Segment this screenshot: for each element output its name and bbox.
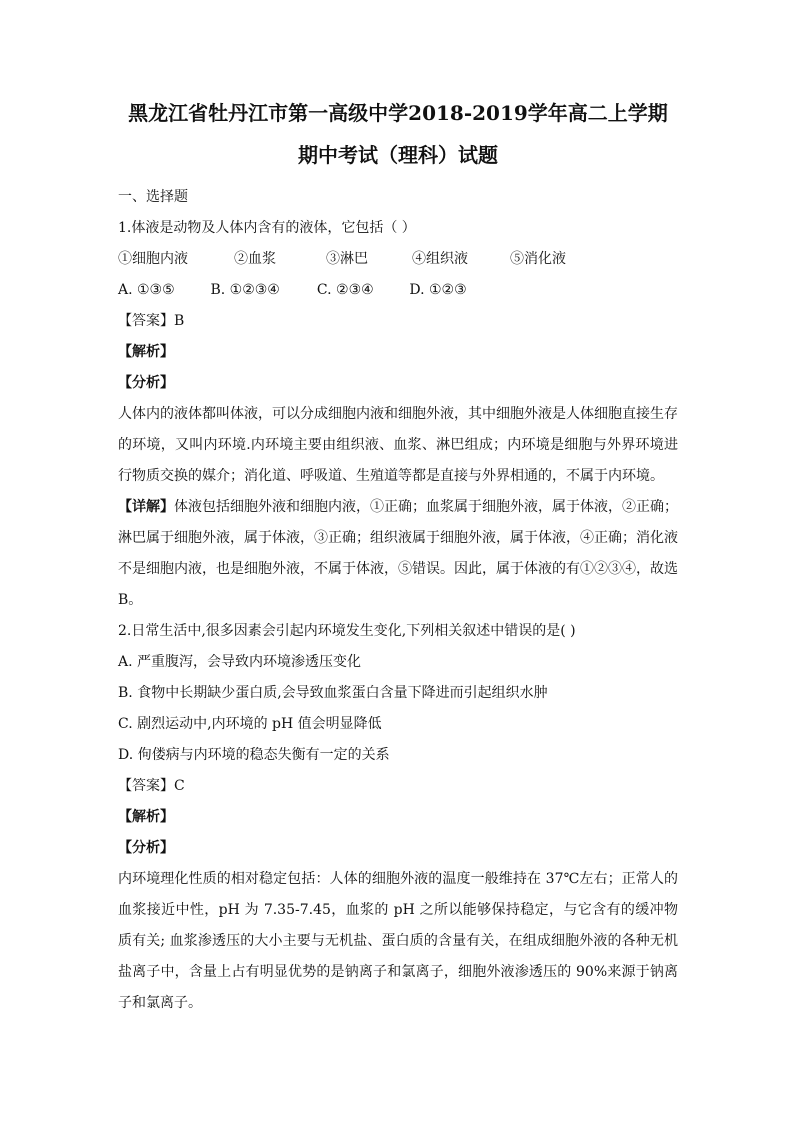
q1-analysis: 人体内的液体都叫体液，可以分成细胞内液和细胞外液，其中细胞外液是人体细胞直接生存的环境，又叫内环境.内环境主要由组织液、血浆、淋巴组成；内环境是细胞与外界环境进行物质交换的媒介；消化道、呼吸道、生殖道等都是直接与外界相通的，不属于内环境。 [118, 406, 678, 484]
q1-answer: 【答案】B [118, 313, 185, 329]
q2-option-d: D. 佝偻病与内环境的稳态失衡有一定的关系 [118, 747, 390, 763]
q2-option-c: C. 剧烈运动中,内环境的 pH 值会明显降低 [118, 716, 382, 732]
q1-choice-b: B. ①②③④ [210, 282, 280, 298]
q2-option-b: B. 食物中长期缺少蛋白质,会导致血浆蛋白含量下降进而引起组织水肿 [118, 685, 548, 701]
q2-analysis: 内环境理化性质的相对稳定包括：人体的细胞外液的温度一般维持在 37℃左右；正常人的血浆接近中性，pH 为 7.35-7.45，血浆的 pH 之所以能够保持稳定，与它含有的缓冲物质有关; 血浆渗透压的大小主要与无机盐、蛋白质的含量有关，在组成细胞外液的各种无机盐离子中，含量上占有明显优势的是钠离子和氯离子，细胞外液渗透压的 90%来源于钠离子和氯离子。 [118, 871, 678, 1011]
q2-fenxi-label: 【分析】 [118, 840, 174, 856]
q1-choices [118, 275, 678, 306]
q1-choice-a: A. ①③⑤ [118, 282, 175, 298]
section-choice [118, 182, 678, 1019]
q1-choice-d: D. ①②③ [409, 282, 467, 298]
q1-detail-label: 【详解】 [118, 499, 174, 515]
q1-jiexi-label: 【解析】 [118, 344, 174, 360]
question-1 [118, 213, 678, 616]
q2-answer: 【答案】C [118, 778, 185, 794]
q1-detail-text: 体液包括细胞外液和细胞内液，①正确；血浆属于细胞外液，属于体液，②正确；淋巴属于细胞外液，属于体液，③正确；组织液属于细胞外液，属于体液，④正确；消化液不是细胞内液，也是细胞外液，不属于体液，⑤错误。因此，属于体液的有①②③④，故选 B。 [118, 499, 678, 608]
q1-stem: 1.体液是动物及人体内含有的液体，它包括（ ） [118, 220, 416, 236]
question-2 [118, 616, 678, 1019]
q2-jiexi-label: 【解析】 [118, 809, 174, 825]
section-heading: 一、选择题 [118, 189, 188, 205]
q1-item: ③淋巴 [326, 251, 368, 267]
title-line-2: 期中考试（理科）试题 [298, 143, 498, 167]
q1-items [118, 244, 678, 275]
q1-fenxi-label: 【分析】 [118, 375, 174, 391]
q1-item: ②血浆 [234, 251, 276, 267]
q1-detail [118, 492, 678, 616]
q1-item: ④组织液 [412, 251, 468, 267]
q1-choice-c: C. ②③④ [316, 282, 374, 298]
q1-item: ①细胞内液 [118, 251, 188, 267]
title-line-1: 黑龙江省牡丹江市第一高级中学2018-2019学年高二上学期 [128, 101, 668, 125]
q1-item: ⑤消化液 [510, 251, 566, 267]
q2-option-a: A. 严重腹泻，会导致内环境渗透压变化 [118, 654, 362, 670]
page-title [118, 92, 678, 176]
q2-stem: 2.日常生活中,很多因素会引起内环境发生变化,下列相关叙述中错误的是( ) [118, 623, 576, 639]
